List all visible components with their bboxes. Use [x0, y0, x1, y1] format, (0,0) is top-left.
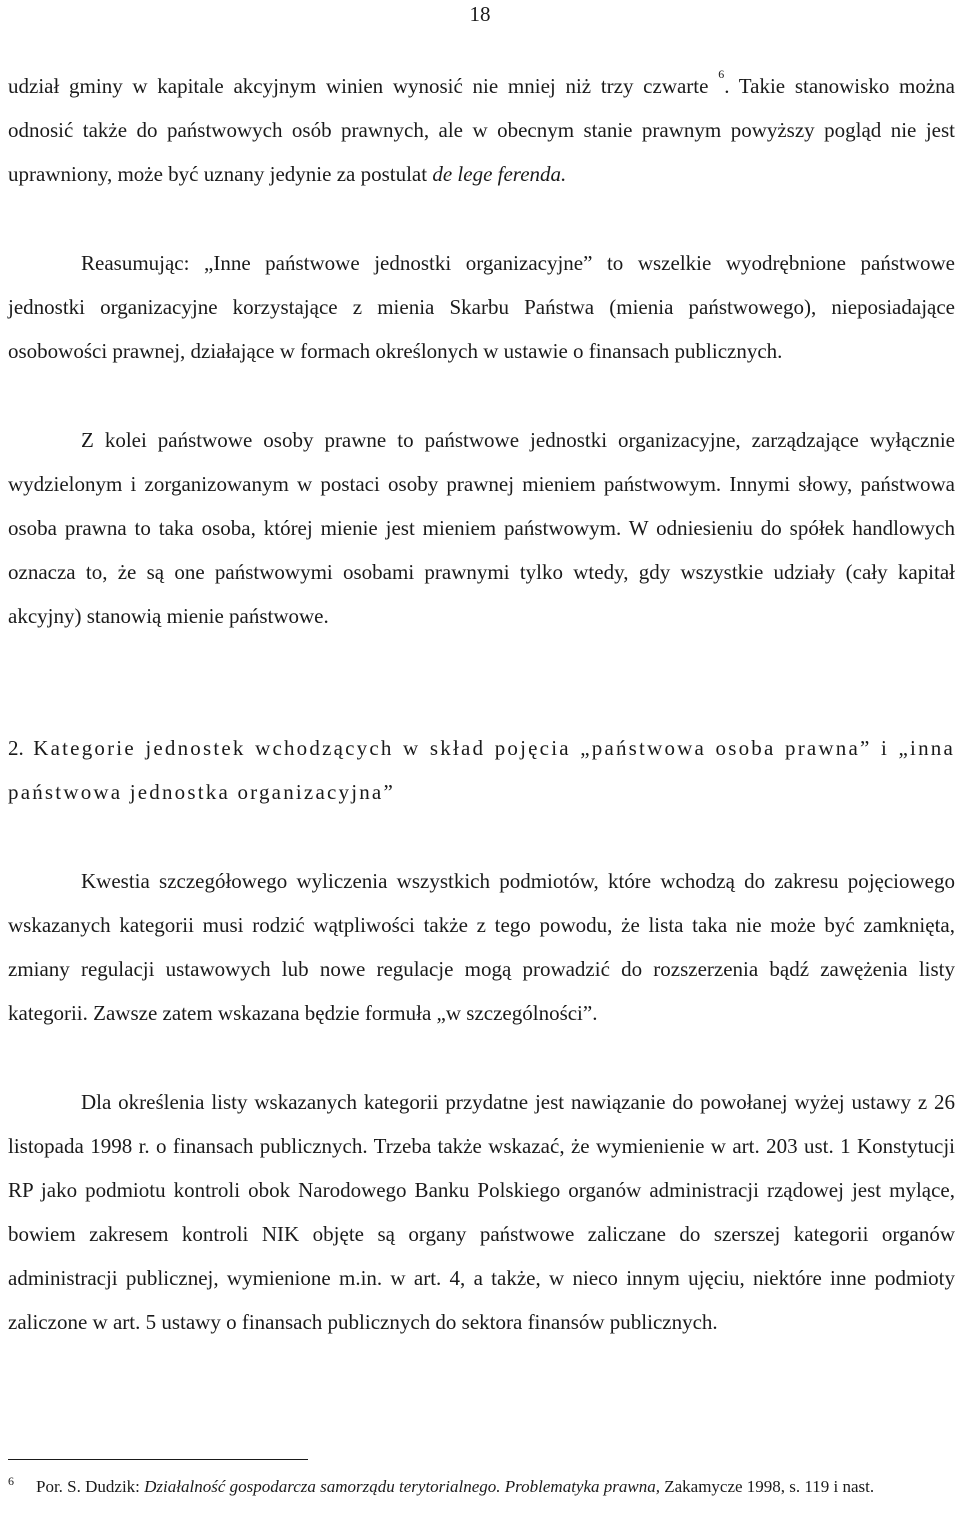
footnote-text	[36, 1474, 955, 1500]
footnote-mark: 6	[8, 1474, 14, 1488]
paragraph-summary: Reasumując: „Inne państwowe jednostki organizacyjne” to wszelkie wyodrębnione państwowe jednostki organizacyjne korzystające z mienia Skarbu Państwa (mienia państwowego), nieposiadające osobowości prawnej, działające w formach określonych w ustawie o finansach publicznych.	[8, 251, 955, 363]
footnote-author: Por. S. Dudzik:	[36, 1477, 145, 1496]
paragraph-legal-persons: Z kolei państwowe osoby prawne to państwowe jednostki organizacyjne, zarządzające wyłącznie wydzielonym i zorganizowanym w postaci osoby prawnej mieniem państwowym. Innymi słowy, państwowa osoba prawna to taka osoba, której mienie jest mieniem państwowym. W odniesieniu do spółek handlowych oznacza to, że są one państwowymi osobami prawnymi tylko wtedy, gdy wszystkie udziały (cały kapitał akcyjny) stanowią mienie państwowe.	[8, 428, 955, 628]
paragraph-text: . Takie stanowisko można odnosić także do państwowych osób prawnych, ale w obecnym stanie prawnym powyższy pogląd nie jest uprawniony, może być uznany jedynie za postulat	[8, 74, 956, 186]
footnote-title: Działalność gospodarcza samorządu terytorialnego. Problematyka prawna,	[144, 1477, 660, 1496]
section-heading	[8, 726, 955, 814]
paragraph-text: udział gminy w kapitale akcyjnym winien wynosić nie mniej niż trzy czwarte	[8, 74, 709, 98]
footnote	[8, 1474, 955, 1500]
page-number: 18	[469, 2, 491, 26]
latin-phrase: de lege ferenda.	[432, 162, 567, 186]
paragraph-continuation	[8, 64, 955, 196]
footnote-reference[interactable]: 6	[718, 67, 725, 81]
paragraph-public-finance: Dla określenia listy wskazanych kategorii przydatne jest nawiązanie do powołanej wyżej ustawy z 26 listopada 1998 r. o finansach publicznych. Trzeba także wskazać, że wymienienie w art. 203 ust. 1 Konstytucji RP jako podmiotu kontroli obok Narodowego Banku Polskiego organów administracji rządowej jest mylące, bowiem zakresem kontroli NIK objęte są organy państwowe zaliczane do szerszej kategorii organów administracji publicznej, wymienione m.in. w art. 4, a także, w nieco innym ujęciu, niektóre inne podmioty zaliczone w art. 5 ustawy o finansach publicznych do sektora finansów publicznych.	[8, 1090, 955, 1334]
section-number: 2.	[8, 736, 24, 760]
section-title: Kategorie jednostek wchodzących w skład pojęcia „państwowa osoba prawna” i „inna państwowa jednostka organizacyjna”	[8, 736, 955, 804]
footnote-separator	[8, 1459, 308, 1460]
footnote-publisher: Zakamycze 1998, s. 119 i nast.	[659, 1477, 875, 1496]
paragraph-categories: Kwestia szczegółowego wyliczenia wszystkich podmiotów, które wchodzą do zakresu pojęciowego wskazanych kategorii musi rodzić wątpliwości także z tego powodu, że lista taka nie może być zamknięta, zmiany regulacji ustawowych lub nowe regulacje mogą prowadzić do rozszerzenia bądź zawężenia listy kategorii. Zawsze zatem wskazana będzie formuła „w szczególności”.	[8, 869, 955, 1025]
